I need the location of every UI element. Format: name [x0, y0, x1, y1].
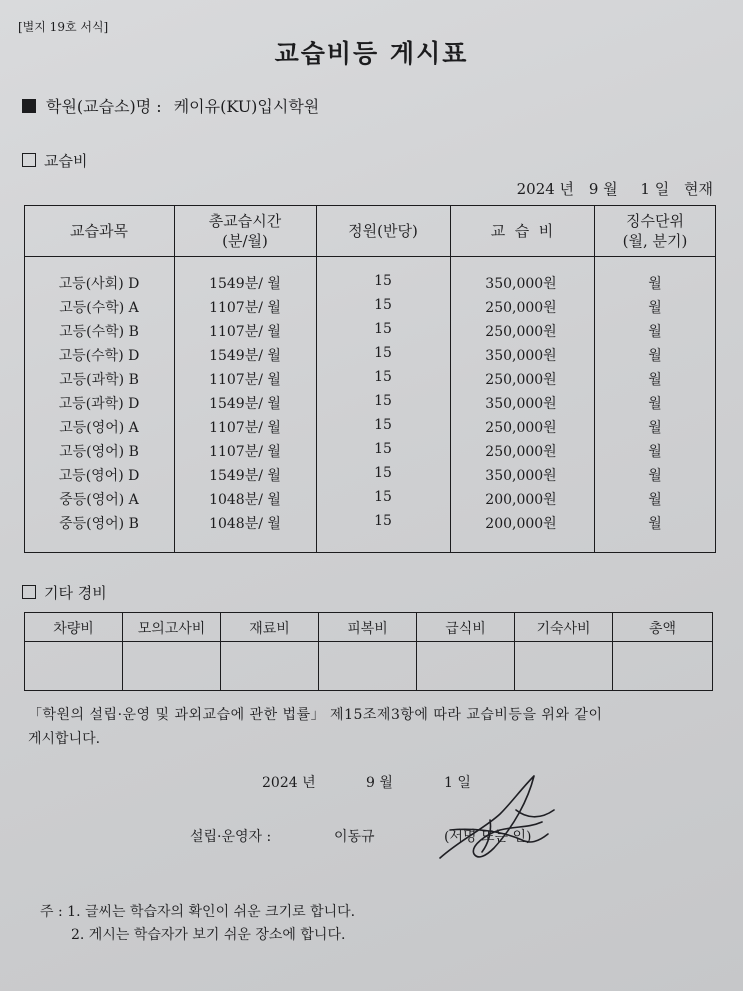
cell-capacity: 15 — [374, 393, 392, 409]
cell-unit: 월 — [648, 324, 662, 340]
header-time — [175, 206, 315, 256]
fee-table-header — [25, 206, 715, 257]
cell-fee: 200,000원 — [485, 516, 557, 532]
misc-section-label: 기타 경비 — [44, 584, 107, 602]
cell-fee: 350,000원 — [485, 468, 557, 484]
cell-unit: 월 — [648, 372, 662, 388]
cell-subject: 고등(과학) D — [58, 396, 140, 412]
header-unit-line2: (월, 분기) — [622, 232, 688, 250]
cell-time: 1107분/ 월 — [209, 372, 281, 388]
fee-section-label: 교습비 — [44, 152, 88, 170]
table-row — [25, 294, 715, 318]
cell-time: 1048분/ 월 — [209, 492, 281, 508]
cell-subject: 고등(영어) D — [58, 468, 140, 484]
header-dormitory: 기숙사비 — [536, 621, 591, 637]
establisher-label: 설립·운영자 : — [190, 829, 272, 845]
cell-unit: 월 — [648, 348, 662, 364]
cell-unit: 월 — [648, 492, 662, 508]
cell-capacity: 15 — [374, 369, 392, 385]
sign-day: 1 일 — [444, 775, 471, 791]
cell-capacity: 15 — [374, 489, 392, 505]
handwritten-signature — [430, 770, 570, 870]
table-row — [25, 414, 715, 438]
cell-capacity: 15 — [374, 513, 392, 529]
cell-time: 1048분/ 월 — [209, 516, 281, 532]
as-of-day: 1 일 — [640, 180, 670, 198]
column-divider — [416, 613, 417, 690]
header-materials: 재료비 — [249, 621, 290, 637]
cell-fee: 350,000원 — [485, 276, 557, 292]
table-row — [25, 366, 715, 390]
fee-section-heading — [22, 150, 87, 171]
header-time-line2: (분/월) — [222, 232, 268, 250]
cell-fee: 350,000원 — [485, 348, 557, 364]
form-number: [별지 19호 서식] — [18, 20, 109, 34]
cell-subject: 고등(수학) A — [59, 300, 139, 316]
cell-time: 1107분/ 월 — [209, 324, 281, 340]
table-row — [25, 462, 715, 486]
table-row — [25, 486, 715, 510]
cell-subject: 고등(영어) B — [59, 444, 139, 460]
checkbox-square-icon — [22, 153, 36, 167]
note-prefix: 주 : — [40, 904, 63, 920]
cell-subject: 고등(과학) B — [59, 372, 139, 388]
cell-capacity: 15 — [374, 465, 392, 481]
table-row — [25, 510, 715, 534]
cell-time: 1549분/ 월 — [209, 276, 281, 292]
as-of-month: 9 월 — [588, 180, 618, 198]
header-capacity: 정원(반당) — [348, 222, 418, 240]
cell-time: 1107분/ 월 — [209, 420, 281, 436]
table-row — [25, 342, 715, 366]
cell-capacity: 15 — [374, 297, 392, 313]
column-divider — [318, 613, 319, 690]
table-row — [25, 270, 715, 294]
cell-time: 1549분/ 월 — [209, 348, 281, 364]
filled-square-icon — [22, 99, 36, 113]
table-row — [25, 390, 715, 414]
establisher-name: 이동규 — [334, 829, 375, 845]
as-of-year: 2024 년 — [516, 180, 575, 198]
cell-capacity: 15 — [374, 321, 392, 337]
cell-unit: 월 — [648, 468, 662, 484]
column-divider — [612, 613, 613, 690]
header-total: 총액 — [648, 621, 677, 637]
note-line2: 2. 게시는 학습자가 보기 쉬운 장소에 합니다. — [71, 927, 346, 943]
sign-year: 2024 년 — [262, 775, 316, 791]
column-divider — [514, 613, 515, 690]
cell-fee: 250,000원 — [485, 420, 557, 436]
cell-capacity: 15 — [374, 441, 392, 457]
as-of-suffix: 현재 — [684, 180, 713, 198]
cell-capacity: 15 — [374, 417, 392, 433]
misc-section-heading — [22, 582, 107, 603]
document-title: 교습비등 게시표 — [274, 39, 469, 68]
sign-month: 9 월 — [366, 775, 393, 791]
cell-unit: 월 — [648, 300, 662, 316]
misc-expense-table — [24, 612, 713, 691]
cell-unit: 월 — [648, 396, 662, 412]
cell-fee: 250,000원 — [485, 444, 557, 460]
cell-subject: 고등(수학) B — [59, 324, 139, 340]
legal-text-line2: 게시합니다. — [28, 731, 101, 747]
table-row — [25, 318, 715, 342]
column-divider — [220, 613, 221, 690]
table-row — [25, 438, 715, 462]
cell-fee: 350,000원 — [485, 396, 557, 412]
academy-label: 학원(교습소)명 : — [46, 97, 162, 116]
header-unit — [595, 206, 715, 256]
cell-subject: 고등(사회) D — [58, 276, 140, 292]
header-mock-exam: 모의고사비 — [137, 621, 206, 637]
cell-unit: 월 — [648, 444, 662, 460]
as-of-date — [507, 178, 713, 199]
cell-subject: 고등(수학) D — [58, 348, 140, 364]
cell-capacity: 15 — [374, 273, 392, 289]
legal-text-line1: 「학원의 설립·운영 및 과외교습에 관한 법률」 제15조제3항에 따라 교습비등을 위와 같이 — [28, 707, 603, 723]
header-unit-line1: 징수단위 — [626, 212, 684, 230]
sign-or-seal-text: (서명 또는 인) — [444, 829, 532, 845]
cell-fee: 250,000원 — [485, 300, 557, 316]
note-1: 1. 글씨는 학습자의 확인이 쉬운 크기로 합니다. — [67, 904, 356, 920]
cell-fee: 250,000원 — [485, 324, 557, 340]
cell-subject: 고등(영어) A — [59, 420, 139, 436]
cell-unit: 월 — [648, 420, 662, 436]
header-clothing: 피복비 — [347, 621, 388, 637]
academy-line — [22, 94, 319, 117]
header-time-line1: 총교습시간 — [208, 212, 282, 230]
cell-subject: 중등(영어) B — [59, 516, 139, 532]
cell-time: 1549분/ 월 — [209, 396, 281, 412]
cell-capacity: 15 — [374, 345, 392, 361]
cell-time: 1107분/ 월 — [209, 444, 281, 460]
cell-subject: 중등(영어) A — [59, 492, 139, 508]
cell-unit: 월 — [648, 516, 662, 532]
note-line1 — [40, 901, 355, 921]
header-meals: 급식비 — [445, 621, 486, 637]
column-divider — [122, 613, 123, 690]
fee-table — [24, 205, 716, 553]
header-fee: 교 습 비 — [490, 222, 554, 240]
academy-name: 케이유(KU)입시학원 — [173, 97, 320, 116]
cell-time: 1549분/ 월 — [209, 468, 281, 484]
cell-fee: 200,000원 — [485, 492, 557, 508]
cell-fee: 250,000원 — [485, 372, 557, 388]
misc-table-header — [25, 613, 712, 642]
header-subject: 교습과목 — [70, 222, 128, 240]
header-vehicle: 차량비 — [53, 621, 94, 637]
cell-unit: 월 — [648, 276, 662, 292]
cell-time: 1107분/ 월 — [209, 300, 281, 316]
checkbox-square-icon — [22, 585, 36, 599]
